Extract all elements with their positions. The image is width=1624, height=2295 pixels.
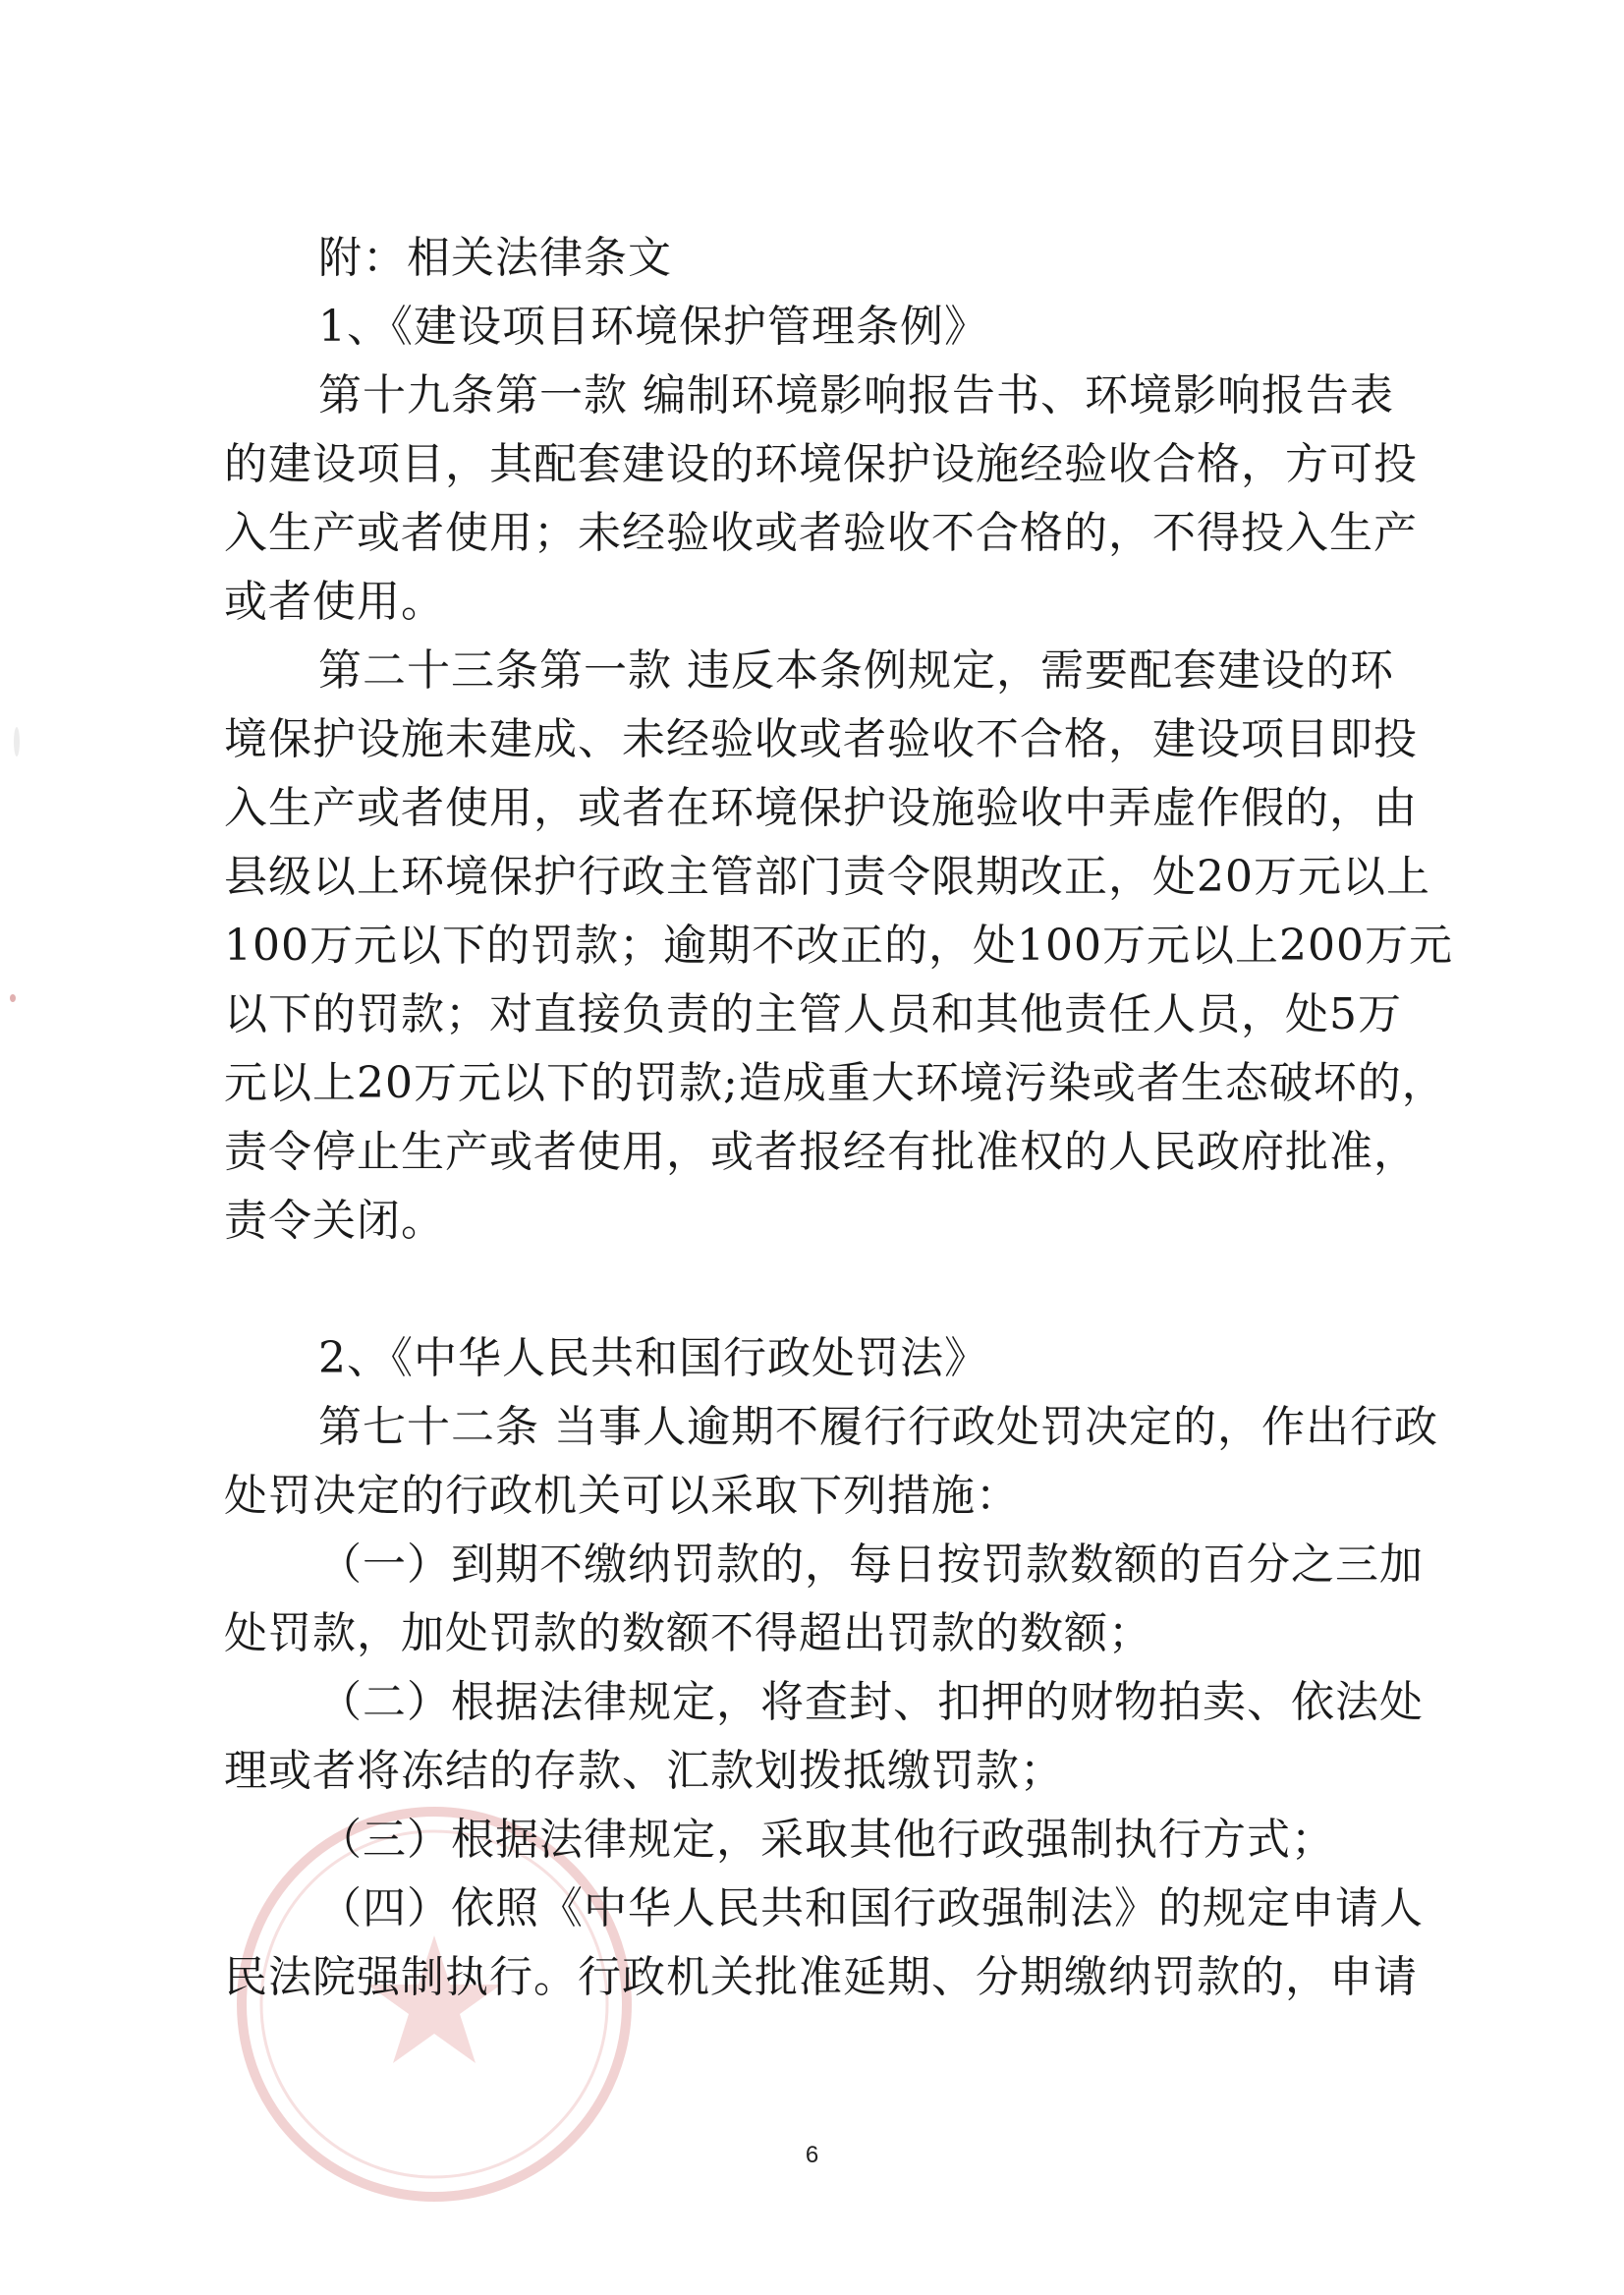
paragraph-line: 县级以上环境保护行政主管部门责令限期改正，处20万元以上 xyxy=(224,852,1430,902)
list-item-line: （一）到期不缴纳罚款的，每日按罚款数额的百分之三加 xyxy=(318,1539,1424,1590)
list-item-line: （三）根据法律规定，采取其他行政强制执行方式； xyxy=(318,1815,1335,1865)
paragraph-line: 处罚决定的行政机关可以采取下列措施： xyxy=(224,1471,1020,1521)
paragraph-line: 责令关闭。 xyxy=(224,1196,445,1246)
paragraph-line: 入生产或者使用，或者在环境保护设施验收中弄虚作假的，由 xyxy=(224,783,1418,833)
section-title: 1、《建设项目环境保护管理条例》 xyxy=(318,302,988,352)
scan-mark xyxy=(10,994,16,1002)
paragraph-line: 入生产或者使用；未经验收或者验收不合格的，不得投入生产 xyxy=(224,508,1418,558)
page-number: 6 xyxy=(805,2142,819,2168)
list-item-line: （四）依照《中华人民共和国行政强制法》的规定申请人 xyxy=(318,1883,1424,1933)
paragraph-line: 以下的罚款；对直接负责的主管人员和其他责任人员，处5万 xyxy=(224,989,1402,1039)
list-item-line: （二）根据法律规定，将查封、扣押的财物拍卖、依法处 xyxy=(318,1677,1424,1727)
paragraph-line: 第二十三条第一款 违反本条例规定，需要配套建设的环 xyxy=(318,645,1394,696)
paragraph-line: 100万元以下的罚款；逾期不改正的，处100万元以上200万元 xyxy=(224,921,1453,971)
paragraph-line: 境保护设施未建成、未经验收或者验收不合格，建设项目即投 xyxy=(224,714,1418,764)
list-item-line: 民法院强制执行。行政机关批准延期、分期缴纳罚款的，申请 xyxy=(224,1952,1418,2002)
paragraph-line: 元以上20万元以下的罚款;造成重大环境污染或者生态破坏的， xyxy=(224,1058,1446,1108)
paragraph-line: 第十九条第一款 编制环境影响报告书、环境影响报告表 xyxy=(318,370,1394,420)
document-body xyxy=(224,224,1453,2012)
paragraph-line: 第七十二条 当事人逾期不履行行政处罚决定的，作出行政 xyxy=(318,1402,1438,1452)
scan-mark xyxy=(14,727,20,756)
list-item-line: 处罚款，加处罚款的数额不得超出罚款的数额； xyxy=(224,1608,1152,1658)
paragraph-line: 责令停止生产或者使用，或者报经有批准权的人民政府批准， xyxy=(224,1127,1418,1177)
paragraph-line: 或者使用。 xyxy=(224,577,445,627)
list-item-line: 理或者将冻结的存款、汇款划拨抵缴罚款； xyxy=(224,1746,1064,1796)
blank-line xyxy=(224,1256,1419,1324)
paragraph-line: 的建设项目，其配套建设的环境保护设施经验收合格，方可投 xyxy=(224,439,1418,489)
section-title: 2、《中华人民共和国行政处罚法》 xyxy=(318,1333,988,1383)
attachment-heading: 附：相关法律条文 xyxy=(318,233,672,283)
